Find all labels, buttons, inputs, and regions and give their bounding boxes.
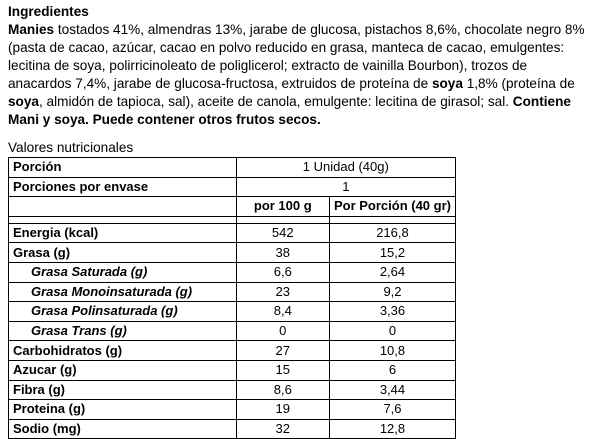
header-row — [9, 197, 456, 217]
nutrient-portion: 6 — [329, 360, 455, 380]
nutrient-per100: 19 — [236, 400, 329, 420]
ingredients-bold-segment: Contiene Mani y soya. Puede contener otros frutos secos. — [8, 94, 571, 127]
spacer-cell — [236, 216, 329, 223]
nutrient-label: Grasa Saturada (g) — [9, 262, 237, 282]
spacer-row — [9, 216, 456, 223]
nutrient-per100: 23 — [236, 282, 329, 302]
ingredients-bold-segment: Manies — [8, 22, 55, 37]
nutrient-label: Sodio (mg) — [9, 419, 237, 439]
nutrient-row — [9, 341, 456, 361]
nutrient-per100: 15 — [236, 360, 329, 380]
portion-label: Porción — [9, 158, 237, 178]
nutrient-label: Fibra (g) — [9, 380, 237, 400]
nutrient-label: Grasa Polinsaturada (g) — [9, 302, 237, 322]
nutrient-portion: 2,64 — [329, 262, 455, 282]
nutrient-row — [9, 360, 456, 380]
ingredients-segment: 1,8% (proteína de — [462, 76, 575, 91]
servings-value: 1 — [236, 177, 455, 197]
nutrient-per100: 542 — [236, 223, 329, 243]
nutrient-portion: 10,8 — [329, 341, 455, 361]
nutrient-portion: 15,2 — [329, 243, 455, 263]
spacer-cell — [9, 216, 237, 223]
nutrient-per100: 32 — [236, 419, 329, 439]
nutrient-label: Azucar (g) — [9, 360, 237, 380]
ingredients-bold-segment: soya — [8, 94, 39, 109]
header-portion: Por Porción (40 gr) — [329, 197, 455, 217]
ingredients-text — [8, 21, 594, 129]
portion-row — [9, 158, 456, 178]
ingredients-title: Ingredientes — [8, 4, 89, 19]
nutrient-row — [9, 400, 456, 420]
nutrient-label: Carbohidratos (g) — [9, 341, 237, 361]
nutrient-portion: 0 — [329, 321, 455, 341]
header-per100: por 100 g — [236, 197, 329, 217]
nutrient-row — [9, 223, 456, 243]
nutrient-row — [9, 262, 456, 282]
ingredients-section — [8, 2, 594, 129]
nutrient-row — [9, 321, 456, 341]
nutrient-row — [9, 282, 456, 302]
spacer-cell — [329, 216, 455, 223]
nutrient-portion: 216,8 — [329, 223, 455, 243]
ingredients-segment: tostados 41%, almendras 13%, jarabe de glucosa, pistachos 8,6%, chocolate negro 8% (pasta de cacao, azúcar, cacao en polvo reducido en grasa, manteca de cacao, emulgentes: lecitina de soya, polirricinoleato de poliglicerol; extracto de vainilla Bourbon), trozos de anacardos 7,4%, jarabe de glucosa-fructosa, extruidos de proteína de — [8, 22, 585, 91]
nutrient-label: Grasa Trans (g) — [9, 321, 237, 341]
nutrient-per100: 0 — [236, 321, 329, 341]
servings-row — [9, 177, 456, 197]
nutrient-per100: 8,4 — [236, 302, 329, 322]
nutrient-per100: 38 — [236, 243, 329, 263]
nutrient-row — [9, 380, 456, 400]
nutrient-portion: 3,36 — [329, 302, 455, 322]
nutrient-portion: 7,6 — [329, 400, 455, 420]
nutrient-row — [9, 302, 456, 322]
nutrient-per100: 27 — [236, 341, 329, 361]
nutrient-portion: 9,2 — [329, 282, 455, 302]
nutrient-label: Grasa Monoinsaturada (g) — [9, 282, 237, 302]
ingredients-bold-segment: soya — [431, 76, 463, 91]
nutrient-portion: 3,44 — [329, 380, 455, 400]
nutrient-portion: 12,8 — [329, 419, 455, 439]
servings-label: Porciones por envase — [9, 177, 237, 197]
nutrition-table — [8, 157, 456, 439]
portion-value: 1 Unidad (40g) — [236, 158, 455, 178]
nutrient-per100: 8,6 — [236, 380, 329, 400]
ingredients-segment: , almidón de tapioca, sal), aceite de canola, emulgente: lecitina de girasol; sal. — [38, 94, 513, 109]
nutrient-label: Proteina (g) — [9, 400, 237, 420]
nutrient-label: Energia (kcal) — [9, 223, 237, 243]
nutrient-row — [9, 243, 456, 263]
nutrient-label: Grasa (g) — [9, 243, 237, 263]
nutrition-title: Valores nutricionales — [8, 140, 134, 155]
nutrient-per100: 6,6 — [236, 262, 329, 282]
header-empty-cell — [9, 197, 237, 217]
